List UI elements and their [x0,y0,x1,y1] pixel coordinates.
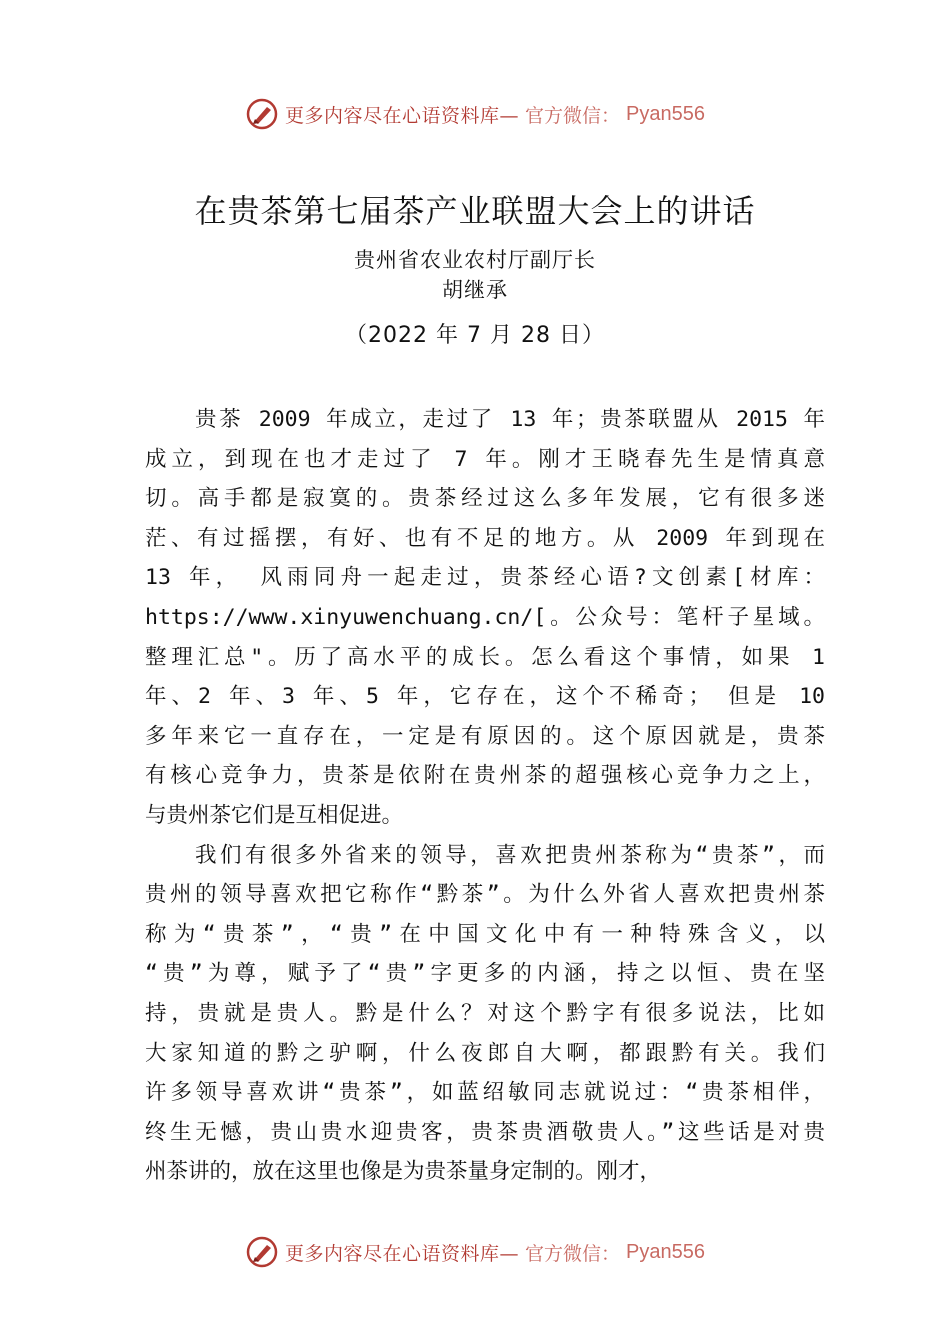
paragraph-line: 我们有很多外省来的领导，喜欢把贵州茶称为“贵茶”，而 [195,842,825,868]
watermark-banner-bottom [0,1232,950,1272]
document-title: 在贵茶第七届茶产业联盟大会上的讲话 [194,192,756,230]
pen-logo-icon [245,97,279,131]
document-body [145,400,825,1192]
paragraph-line: 与贵州茶它们是互相促进。 [145,802,404,828]
banner-wechat-id: Pyan556 [626,1240,705,1263]
paragraph-line: 称为“贵茶”，“贵”在中国文化中有一种特殊含义，以 [145,921,825,947]
paragraph-line: 大家知道的黔之驴啊，什么夜郎自大啊，都跟黔有关。我们 [145,1040,825,1066]
speaker-name: 胡继承 [442,278,508,302]
banner-wechat-label: 官方微信： [525,1242,621,1265]
banner-wechat-id: Pyan556 [626,102,705,125]
pen-logo-icon [245,1235,279,1269]
paragraph-line: 有核心竞争力，贵茶是依附在贵州茶的超强核心竞争力之上， [145,763,825,789]
banner-text: 更多内容尽在心语资料库— [285,1242,520,1265]
paragraph-line: 整理汇总"。历了高水平的成长。怎么看这个事情，如果 1 [145,644,825,670]
paragraph-line: https://www.xinyuwenchuang.cn/[。公众号：笔杆子星域。 [145,604,825,630]
paragraph-line: 切。高手都是寂寞的。贵茶经过这么多年发展，它有很多迷 [145,486,825,512]
paragraph-line: 成立，到现在也才走过了 7 年。刚才王晓春先生是情真意 [145,446,825,472]
watermark-banner-top [0,94,950,134]
paragraph-line: “贵”为尊，赋予了“贵”字更多的内涵，持之以恒、贵在坚 [145,961,825,987]
paragraph-line: 贵州的领导喜欢把它称作“黔茶”。为什么外省人喜欢把贵州茶 [145,882,825,908]
banner-text: 更多内容尽在心语资料库— [285,104,520,127]
paragraph-line: 贵茶 2009 年成立，走过了 13 年；贵茶联盟从 2015 年 [195,407,825,432]
speech-date: （2022 年 7 月 28 日） [345,323,605,348]
paragraph-line: 州茶讲的，放在这里也像是为贵茶量身定制的。刚才， [145,1159,662,1185]
paragraph-line: 多年来它一直存在，一定是有原因的。这个原因就是，贵茶 [145,723,825,749]
paragraph-line: 终生无憾，贵山贵水迎贵客，贵茶贵酒敬贵人。”这些话是对贵 [145,1119,825,1145]
paragraph-line: 许多领导喜欢讲“贵茶”，如蓝绍敏同志就说过：“贵茶相伴， [145,1080,825,1106]
paragraph-line: 茫、有过摇摆，有好、也有不足的地方。从 2009 年到现在 [145,525,825,551]
paragraph-line: 持，贵就是贵人。黔是什么？对这个黔字有很多说法，比如 [145,1000,825,1026]
paragraph-line: 13 年， 风雨同舟一起走过，贵茶经心语?文创素[材库： [145,565,825,591]
paragraph-line: 年、2 年、3 年、5 年，它存在，这个不稀奇； 但是 10 [145,684,825,710]
banner-wechat-label: 官方微信： [525,104,621,127]
speaker-position: 贵州省农业农村厅副厅长 [354,248,596,272]
